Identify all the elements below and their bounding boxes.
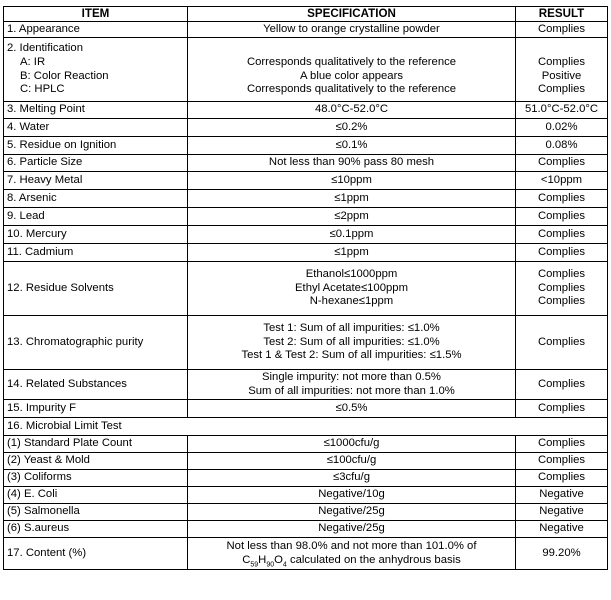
item-cell: 12. Residue Solvents — [4, 262, 188, 316]
formula-h: H — [258, 553, 267, 566]
table-row — [4, 316, 608, 370]
item-column-header: ITEM — [4, 7, 188, 22]
item-sub-label: A: IR — [20, 55, 46, 68]
item-cell: 9. Lead — [4, 208, 188, 226]
result-cell: Complies — [516, 453, 608, 470]
result-cell: 99.20% — [516, 538, 608, 570]
result-line: Positive — [541, 69, 582, 82]
result-cell — [516, 38, 608, 102]
spec-cell — [188, 538, 516, 570]
result-cell: 0.08% — [516, 137, 608, 155]
table-row — [4, 226, 608, 244]
table-row — [4, 538, 608, 570]
table-row — [4, 504, 608, 521]
table-row — [4, 190, 608, 208]
result-cell: Complies — [516, 190, 608, 208]
table-row — [4, 244, 608, 262]
table-row — [4, 102, 608, 119]
result-cell: Complies — [516, 208, 608, 226]
spec-cell — [188, 262, 516, 316]
spec-cell: ≤0.5% — [188, 400, 516, 418]
spec-cell: ≤0.1ppm — [188, 226, 516, 244]
result-column-header: RESULT — [516, 7, 608, 22]
spec-line: Single impurity: not more than 0.5% — [262, 370, 441, 383]
table-row — [4, 400, 608, 418]
spec-cell: ≤0.2% — [188, 119, 516, 137]
result-cell: 51.0°C-52.0°C — [516, 102, 608, 119]
table-row — [4, 38, 608, 102]
formula-h-count: 90 — [266, 560, 275, 568]
spec-cell: ≤1000cfu/g — [188, 436, 516, 453]
item-cell: 11. Cadmium — [4, 244, 188, 262]
item-cell: 5. Residue on Ignition — [4, 137, 188, 155]
formula-o: O — [274, 553, 283, 566]
result-cell: <10ppm — [516, 172, 608, 190]
item-cell: (6) S.aureus — [4, 521, 188, 538]
result-cell: Negative — [516, 504, 608, 521]
table-row — [4, 22, 608, 38]
result-cell: Complies — [516, 226, 608, 244]
spec-cell: Yellow to orange crystalline powder — [188, 22, 516, 38]
spec-cell — [188, 370, 516, 400]
item-cell — [4, 38, 188, 102]
spec-line: Not less than 98.0% and not more than 101.0% of — [226, 539, 477, 552]
table-row — [4, 137, 608, 155]
table-row — [4, 521, 608, 538]
spec-line: Sum of all impurities: not more than 1.0% — [248, 384, 455, 397]
table-row — [4, 208, 608, 226]
spec-line: Test 1: Sum of all impurities: ≤1.0% — [263, 322, 440, 335]
specification-table — [3, 6, 608, 570]
item-cell: 4. Water — [4, 119, 188, 137]
formula-o-count: 4 — [282, 560, 287, 568]
item-cell: (2) Yeast & Mold — [4, 453, 188, 470]
item-cell: 13. Chromatographic purity — [4, 316, 188, 370]
item-sub-label: C: HPLC — [20, 83, 65, 96]
specification-column-header: SPECIFICATION — [188, 7, 516, 22]
table-row — [4, 119, 608, 137]
spec-line: Corresponds qualitatively to the reference — [246, 55, 457, 68]
result-cell: Complies — [516, 244, 608, 262]
result-line: Complies — [537, 295, 586, 308]
formula-c: C — [242, 553, 251, 566]
item-label: 2. Identification — [7, 42, 83, 55]
spec-cell: Negative/25g — [188, 504, 516, 521]
table-row — [4, 453, 608, 470]
item-cell: (1) Standard Plate Count — [4, 436, 188, 453]
result-cell: Negative — [516, 521, 608, 538]
result-cell: Complies — [516, 400, 608, 418]
item-cell: 14. Related Substances — [4, 370, 188, 400]
result-line: Complies — [537, 83, 586, 96]
item-cell: (5) Salmonella — [4, 504, 188, 521]
spec-cell: Negative/10g — [188, 487, 516, 504]
section-heading: 16. Microbial Limit Test — [4, 418, 608, 436]
spec-cell: ≤3cfu/g — [188, 470, 516, 487]
table-row — [4, 487, 608, 504]
result-line: Complies — [537, 268, 586, 281]
spec-cell: ≤1ppm — [188, 190, 516, 208]
spec-cell: ≤0.1% — [188, 137, 516, 155]
result-cell: Complies — [516, 316, 608, 370]
item-cell: 6. Particle Size — [4, 155, 188, 172]
spec-cell: Negative/25g — [188, 521, 516, 538]
spec-line — [191, 554, 512, 568]
item-sub-label: B: Color Reaction — [20, 69, 109, 82]
spec-cell: 48.0°C-52.0°C — [188, 102, 516, 119]
spec-line: Test 2: Sum of all impurities: ≤1.0% — [263, 335, 440, 348]
table-row — [4, 172, 608, 190]
spec-line: A blue color appears — [300, 69, 403, 82]
item-cell: (4) E. Coli — [4, 487, 188, 504]
item-cell: (3) Coliforms — [4, 470, 188, 487]
item-cell: 7. Heavy Metal — [4, 172, 188, 190]
spec-cell — [188, 38, 516, 102]
item-cell: 15. Impurity F — [4, 400, 188, 418]
spec-line: Ethanol≤1000ppm — [305, 268, 398, 281]
result-line: Complies — [537, 55, 586, 68]
spec-cell — [188, 316, 516, 370]
spec-cell: ≤100cfu/g — [188, 453, 516, 470]
header-row — [4, 7, 608, 22]
spec-line: Test 1 & Test 2: Sum of all impurities: ≤1.5% — [241, 349, 462, 362]
item-cell: 8. Arsenic — [4, 190, 188, 208]
table-row — [4, 470, 608, 487]
spec-line: Corresponds qualitatively to the reference — [246, 83, 457, 96]
result-line: Complies — [537, 281, 586, 294]
result-cell: Complies — [516, 155, 608, 172]
spec-line: N-hexane≤1ppm — [309, 295, 394, 308]
result-cell: Complies — [516, 370, 608, 400]
spec-line: Ethyl Acetate≤100ppm — [295, 281, 408, 294]
section-row — [4, 418, 608, 436]
table-row — [4, 155, 608, 172]
item-cell: 3. Melting Point — [4, 102, 188, 119]
item-cell: 1. Appearance — [4, 22, 188, 38]
spec-cell: ≤10ppm — [188, 172, 516, 190]
result-cell: Negative — [516, 487, 608, 504]
result-cell: Complies — [516, 436, 608, 453]
result-cell: Complies — [516, 22, 608, 38]
result-cell: Complies — [516, 470, 608, 487]
table-row — [4, 262, 608, 316]
result-cell: 0.02% — [516, 119, 608, 137]
item-cell: 10. Mercury — [4, 226, 188, 244]
spec-cell: ≤2ppm — [188, 208, 516, 226]
table-row — [4, 436, 608, 453]
formula-c-count: 59 — [250, 560, 259, 568]
item-cell: 17. Content (%) — [4, 538, 188, 570]
spec-cell: ≤1ppm — [188, 244, 516, 262]
table-row — [4, 370, 608, 400]
spec-cell: Not less than 90% pass 80 mesh — [188, 155, 516, 172]
result-cell — [516, 262, 608, 316]
spec-line-tail: calculated on the anhydrous basis — [286, 553, 461, 566]
